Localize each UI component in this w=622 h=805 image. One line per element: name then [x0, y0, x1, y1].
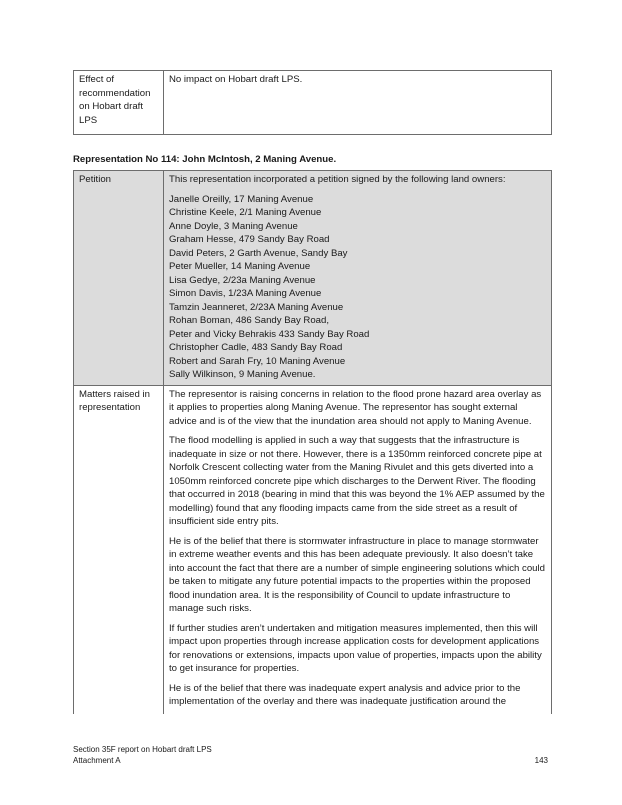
petition-label: Petition [74, 171, 164, 386]
section-heading: Representation No 114: John McIntosh, 2 Maning Avenue. [73, 154, 337, 165]
list-item: Rohan Boman, 486 Sandy Bay Road, [169, 315, 330, 326]
page-footer [73, 745, 552, 766]
paragraph: The flood modelling is applied in such a way that suggests that the infrastructure is inadequate in size or not there. However, there is a 1350mm reinforced concrete pipe at Norfolk Crescent collecting water from the Maning Rivulet and this gets diverted into a 1050mm reinforced concrete pipe which discharges to the Derwent River. The flooding that occurred in 2018 (bearing in mind that this was beyond the 1% AEP assumed by the modelling) found that any flooding impacts came from the side street as a result of insufficient side entry pits. [169, 435, 545, 527]
list-item: Christopher Cadle, 483 Sandy Bay Road [169, 342, 343, 353]
matters-label: Matters raised in representation [74, 385, 164, 714]
list-item: Graham Hesse, 479 Sandy Bay Road [169, 234, 330, 245]
page-number: 143 [534, 756, 548, 765]
effect-table [73, 70, 552, 135]
list-item: David Peters, 2 Garth Avenue, Sandy Bay [169, 247, 348, 259]
paragraph: He is of the belief that there was inadequate expert analysis and advice prior to the implementation of the overlay and there was inadequate justification around the [169, 682, 521, 707]
petition-row [74, 171, 552, 386]
list-item: Sally Wilkinson, 9 Maning Avenue. [169, 369, 316, 380]
list-item: Tamzin Jeanneret, 2/23A Maning Avenue [169, 301, 344, 313]
list-item: Christine Keele, 2/1 Maning Avenue [169, 207, 322, 218]
effect-label: Effect of recommendation on Hobart draft LPS [74, 71, 164, 135]
list-item: Peter Mueller, 14 Maning Avenue [169, 261, 311, 272]
footer-attachment: Attachment A [73, 755, 121, 765]
petition-intro: This representation incorporated a petition signed by the following land owners: [169, 174, 506, 185]
effect-value: No impact on Hobart draft LPS. [164, 71, 552, 135]
list-item: Anne Doyle, 3 Maning Avenue [169, 220, 298, 232]
representation-table [73, 170, 552, 714]
footer-report-title: Section 35F report on Hobart draft LPS [73, 745, 212, 754]
paragraph: He is of the belief that there is stormwater infrastructure in place to manage stormwater in extreme weather events and this has been adequate previously. It also doesn’t take into account the fact that there are a number of simple engineering solutions which could be taken to mitigate any future potential impacts to the properties within the proposed flood inundation area. It is the responsibility of Council to update infrastructure to manage such risks. [169, 535, 545, 614]
list-item: Janelle Oreilly, 17 Maning Avenue [169, 193, 314, 205]
list-item: Lisa Gedye, 2/23a Maning Avenue [169, 274, 316, 286]
matters-row [74, 385, 552, 714]
list-item: Simon Davis, 1/23A Maning Avenue [169, 288, 322, 299]
paragraph: If further studies aren’t undertaken and mitigation measures implemented, then this will impact upon properties through increase application costs for development applications for renovations or extensions, impacts upon value of properties, impacts upon the ability to get insurance for properties. [169, 622, 542, 674]
petition-content [164, 171, 552, 386]
matters-text [169, 388, 546, 711]
paragraph: The representor is raising concerns in relation to the flood prone hazard area overlay as it applies to properties along Maning Avenue. The representor has sought external advice and is of the view that the inundation area should not apply to Maning Avenue. [169, 388, 542, 427]
table-row [74, 71, 552, 135]
list-item: Peter and Vicky Behrakis 433 Sandy Bay Road [169, 328, 370, 340]
matters-content [164, 385, 552, 714]
list-item: Robert and Sarah Fry, 10 Maning Avenue [169, 355, 346, 367]
signatory-list [169, 193, 546, 382]
